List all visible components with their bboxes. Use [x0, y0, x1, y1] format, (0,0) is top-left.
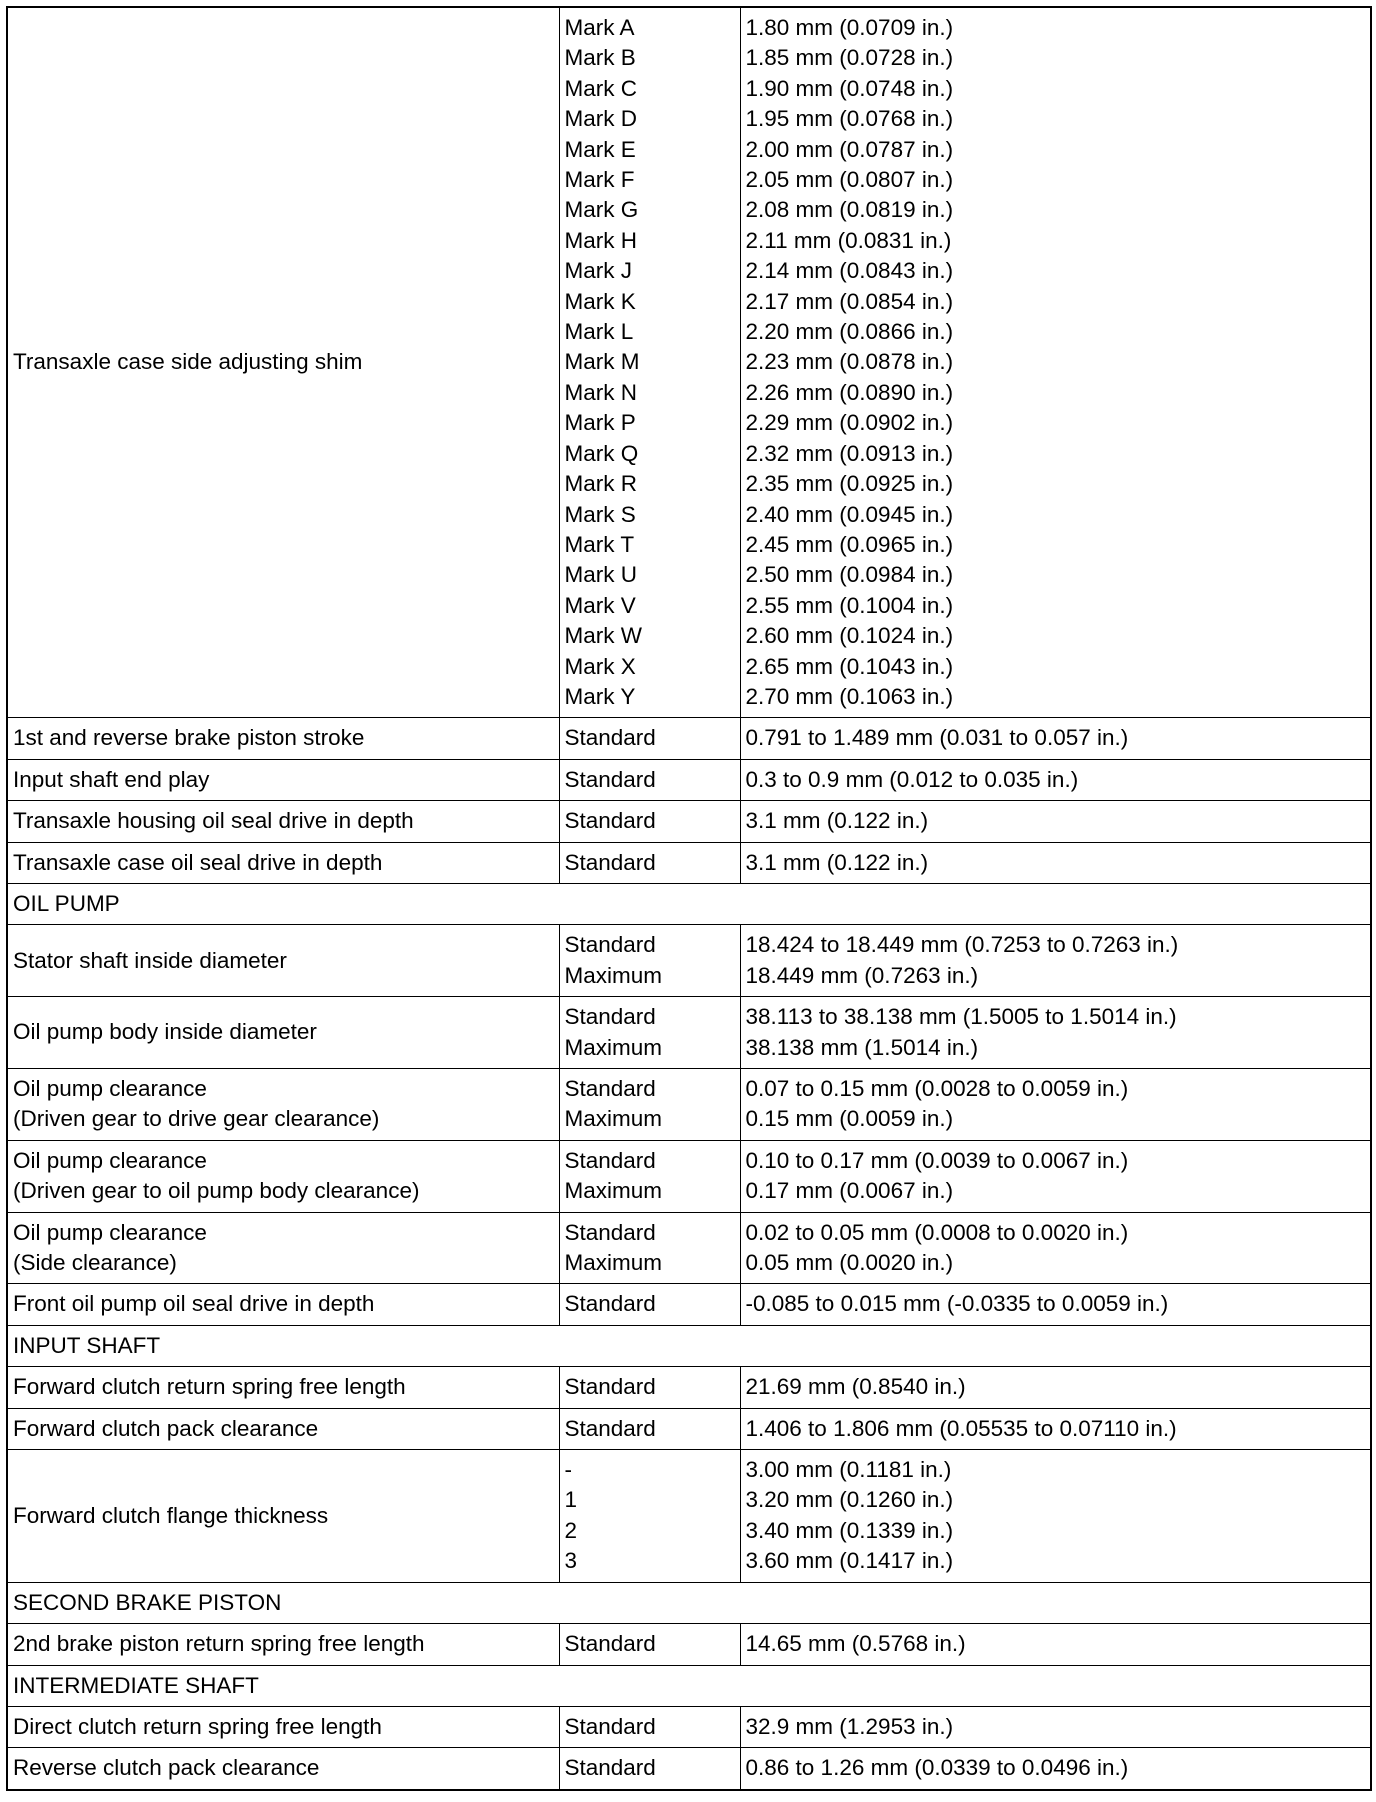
section-header-row [7, 883, 1371, 924]
item-line: (Side clearance) [13, 1250, 177, 1276]
item-cell [7, 718, 559, 759]
value-cell [740, 1069, 1371, 1141]
value-line: 2.20 mm (0.0866 in.) [745, 319, 954, 345]
item-line: Oil pump body inside diameter [13, 1019, 317, 1045]
value-line: 0.15 mm (0.0059 in.) [745, 1106, 954, 1132]
item-cell [7, 1284, 559, 1325]
condition-line: Standard [564, 766, 656, 792]
condition-line: Mark W [564, 623, 642, 649]
item-line: Reverse clutch pack clearance [13, 1755, 320, 1781]
condition-line: Standard [564, 1004, 656, 1030]
section-header-row [7, 1582, 1371, 1623]
specification-table-body [7, 7, 1371, 1790]
value-line: 2.00 mm (0.0787 in.) [745, 136, 954, 162]
value-line: 3.60 mm (0.1417 in.) [745, 1548, 954, 1574]
item-line: 1st and reverse brake piston stroke [13, 725, 365, 751]
condition-cell [559, 1408, 740, 1449]
condition-line: Mark V [564, 592, 636, 618]
condition-cell [559, 759, 740, 800]
condition-line: Standard [564, 1755, 656, 1781]
condition-cell [559, 718, 740, 759]
item-cell [7, 801, 559, 842]
item-line: (Driven gear to drive gear clearance) [13, 1106, 380, 1132]
value-line: 0.10 to 0.17 mm (0.0039 to 0.0067 in.) [745, 1147, 1129, 1173]
value-cell [740, 1284, 1371, 1325]
item-cell [7, 1624, 559, 1665]
item-line: Stator shaft inside diameter [13, 947, 287, 973]
value-line: 2.29 mm (0.0902 in.) [745, 410, 954, 436]
value-line: 2.55 mm (0.1004 in.) [745, 592, 954, 618]
value-line: 1.80 mm (0.0709 in.) [745, 15, 954, 40]
value-cell [740, 1706, 1371, 1747]
spec-row [7, 1367, 1371, 1408]
value-line: 32.9 mm (1.2953 in.) [745, 1713, 954, 1739]
spec-row [7, 997, 1371, 1069]
item-line: Oil pump clearance [13, 1219, 207, 1245]
condition-line: - [564, 1457, 572, 1483]
item-line: Transaxle housing oil seal drive in depth [13, 808, 414, 834]
value-line: 2.32 mm (0.0913 in.) [745, 440, 954, 466]
value-line: 1.95 mm (0.0768 in.) [745, 106, 954, 132]
value-cell [740, 718, 1371, 759]
condition-line: Mark R [564, 471, 637, 497]
condition-cell [559, 842, 740, 883]
value-line: 2.11 mm (0.0831 in.) [745, 227, 952, 253]
condition-line: 3 [564, 1548, 578, 1574]
condition-line: 2 [564, 1517, 578, 1543]
condition-line: Mark P [564, 410, 636, 436]
value-cell [740, 1212, 1371, 1284]
value-cell [740, 1140, 1371, 1212]
condition-cell [559, 1748, 740, 1790]
condition-cell [559, 1367, 740, 1408]
condition-line: Maximum [564, 1034, 663, 1060]
value-line: 0.17 mm (0.0067 in.) [745, 1178, 954, 1204]
condition-line: Mark S [564, 501, 636, 527]
value-line: 0.3 to 0.9 mm (0.012 to 0.035 in.) [745, 766, 1079, 792]
item-cell [7, 925, 559, 997]
value-line: 18.449 mm (0.7263 in.) [745, 962, 979, 988]
condition-line: Mark Y [564, 683, 636, 709]
item-line: Forward clutch pack clearance [13, 1415, 319, 1441]
value-cell [740, 801, 1371, 842]
spec-row [7, 1069, 1371, 1141]
value-line: 2.26 mm (0.0890 in.) [745, 379, 954, 405]
spec-row [7, 759, 1371, 800]
condition-line: Mark C [564, 75, 637, 101]
condition-line: Mark G [564, 197, 639, 223]
value-line: 2.40 mm (0.0945 in.) [745, 501, 954, 527]
condition-line: Mark X [564, 653, 636, 679]
spec-row [7, 925, 1371, 997]
condition-line: Mark K [564, 288, 636, 314]
item-cell [7, 1408, 559, 1449]
condition-cell [559, 7, 740, 718]
value-line: 2.70 mm (0.1063 in.) [745, 683, 954, 709]
value-line: 2.35 mm (0.0925 in.) [745, 471, 954, 497]
item-line: Oil pump clearance [13, 1147, 207, 1173]
item-line: Transaxle case side adjusting shim [13, 349, 363, 375]
item-line: Forward clutch return spring free length [13, 1374, 406, 1400]
value-line: 0.791 to 1.489 mm (0.031 to 0.057 in.) [745, 725, 1129, 751]
section-header-row [7, 1325, 1371, 1366]
condition-line: Standard [564, 1713, 656, 1739]
value-cell [740, 1624, 1371, 1665]
value-cell [740, 925, 1371, 997]
value-line: 2.65 mm (0.1043 in.) [745, 653, 954, 679]
value-line: 2.05 mm (0.0807 in.) [745, 167, 954, 193]
value-line: 2.14 mm (0.0843 in.) [745, 258, 954, 284]
condition-line: Mark A [564, 15, 635, 40]
condition-line: Standard [564, 1374, 656, 1400]
value-line: 1.90 mm (0.0748 in.) [745, 75, 954, 101]
item-cell [7, 997, 559, 1069]
item-line: 2nd brake piston return spring free length [13, 1631, 425, 1657]
condition-line: Standard [564, 1415, 656, 1441]
section-header-row [7, 1665, 1371, 1706]
item-cell [7, 1367, 559, 1408]
spec-row [7, 842, 1371, 883]
condition-line: Mark U [564, 562, 637, 588]
condition-line: Standard [564, 1147, 656, 1173]
condition-line: Standard [564, 1631, 656, 1657]
condition-line: Standard [564, 808, 656, 834]
section-title: INPUT SHAFT [7, 1325, 1371, 1366]
value-line: 0.07 to 0.15 mm (0.0028 to 0.0059 in.) [745, 1076, 1129, 1101]
condition-line: Maximum [564, 962, 663, 988]
condition-line: Mark B [564, 45, 636, 71]
condition-line: Standard [564, 1291, 656, 1317]
value-line: 2.23 mm (0.0878 in.) [745, 349, 954, 375]
condition-line: Mark T [564, 531, 635, 557]
condition-line: Standard [564, 932, 656, 958]
condition-line: Mark L [564, 319, 634, 345]
item-line: (Driven gear to oil pump body clearance) [13, 1178, 420, 1204]
condition-line: Maximum [564, 1250, 663, 1276]
value-line: 1.85 mm (0.0728 in.) [745, 45, 954, 71]
condition-cell [559, 1706, 740, 1747]
value-line: 38.113 to 38.138 mm (1.5005 to 1.5014 in.) [745, 1004, 1177, 1030]
value-line: -0.085 to 0.015 mm (-0.0335 to 0.0059 in.) [745, 1291, 1169, 1317]
value-line: 2.50 mm (0.0984 in.) [745, 562, 954, 588]
condition-cell [559, 1284, 740, 1325]
condition-line: Mark M [564, 349, 640, 375]
spec-row [7, 801, 1371, 842]
value-cell [740, 7, 1371, 718]
value-line: 14.65 mm (0.5768 in.) [745, 1631, 966, 1657]
condition-line: Mark D [564, 106, 637, 132]
item-cell [7, 7, 559, 718]
item-line: Transaxle case oil seal drive in depth [13, 849, 383, 875]
specification-table [6, 6, 1372, 1791]
value-line: 18.424 to 18.449 mm (0.7253 to 0.7263 in.) [745, 932, 1179, 958]
item-cell [7, 1450, 559, 1583]
value-line: 38.138 mm (1.5014 in.) [745, 1034, 979, 1060]
spec-row [7, 1408, 1371, 1449]
spec-row [7, 1140, 1371, 1212]
item-cell [7, 1706, 559, 1747]
section-title: OIL PUMP [7, 883, 1371, 924]
value-line: 1.406 to 1.806 mm (0.05535 to 0.07110 in.) [745, 1415, 1177, 1441]
spec-row [7, 1706, 1371, 1747]
condition-line: Standard [564, 1076, 656, 1101]
condition-line: Mark J [564, 258, 632, 284]
condition-line: 1 [564, 1487, 578, 1513]
value-line: 0.05 mm (0.0020 in.) [745, 1250, 954, 1276]
condition-line: Mark E [564, 136, 636, 162]
value-line: 2.60 mm (0.1024 in.) [745, 623, 954, 649]
condition-cell [559, 925, 740, 997]
spec-row [7, 7, 1371, 718]
condition-line: Standard [564, 725, 656, 751]
value-cell [740, 1367, 1371, 1408]
value-cell [740, 1408, 1371, 1449]
value-cell [740, 1450, 1371, 1583]
value-line: 3.20 mm (0.1260 in.) [745, 1487, 954, 1513]
item-cell [7, 1212, 559, 1284]
spec-row [7, 1284, 1371, 1325]
item-line: Direct clutch return spring free length [13, 1713, 382, 1739]
condition-cell [559, 1450, 740, 1583]
item-cell [7, 1748, 559, 1790]
spec-row [7, 1450, 1371, 1583]
value-line: 0.02 to 0.05 mm (0.0008 to 0.0020 in.) [745, 1219, 1129, 1245]
condition-line: Mark Q [564, 440, 639, 466]
section-title: INTERMEDIATE SHAFT [7, 1665, 1371, 1706]
value-line: 21.69 mm (0.8540 in.) [745, 1374, 966, 1400]
value-line: 3.40 mm (0.1339 in.) [745, 1517, 954, 1543]
value-line: 3.1 mm (0.122 in.) [745, 849, 929, 875]
value-line: 2.08 mm (0.0819 in.) [745, 197, 954, 223]
item-line: Front oil pump oil seal drive in depth [13, 1291, 375, 1317]
condition-line: Standard [564, 849, 656, 875]
condition-line: Standard [564, 1219, 656, 1245]
condition-line: Maximum [564, 1106, 663, 1132]
condition-cell [559, 997, 740, 1069]
condition-line: Mark F [564, 167, 635, 193]
value-line: 3.00 mm (0.1181 in.) [745, 1457, 952, 1483]
value-line: 2.45 mm (0.0965 in.) [745, 531, 954, 557]
spec-row [7, 1212, 1371, 1284]
value-cell [740, 759, 1371, 800]
item-line: Oil pump clearance [13, 1076, 207, 1101]
spec-row [7, 1624, 1371, 1665]
condition-line: Maximum [564, 1178, 663, 1204]
condition-cell [559, 1624, 740, 1665]
value-cell [740, 997, 1371, 1069]
spec-row [7, 718, 1371, 759]
item-cell [7, 1140, 559, 1212]
value-line: 0.86 to 1.26 mm (0.0339 to 0.0496 in.) [745, 1755, 1129, 1781]
condition-cell [559, 801, 740, 842]
value-line: 3.1 mm (0.122 in.) [745, 808, 929, 834]
condition-line: Mark N [564, 379, 637, 405]
condition-cell [559, 1069, 740, 1141]
item-line: Forward clutch flange thickness [13, 1502, 329, 1528]
item-line: Input shaft end play [13, 766, 210, 792]
condition-cell [559, 1140, 740, 1212]
spec-row [7, 1748, 1371, 1790]
condition-cell [559, 1212, 740, 1284]
item-cell [7, 759, 559, 800]
item-cell [7, 842, 559, 883]
value-line: 2.17 mm (0.0854 in.) [745, 288, 954, 314]
value-cell [740, 842, 1371, 883]
item-cell [7, 1069, 559, 1141]
section-title: SECOND BRAKE PISTON [7, 1582, 1371, 1623]
value-cell [740, 1748, 1371, 1790]
condition-line: Mark H [564, 227, 637, 253]
